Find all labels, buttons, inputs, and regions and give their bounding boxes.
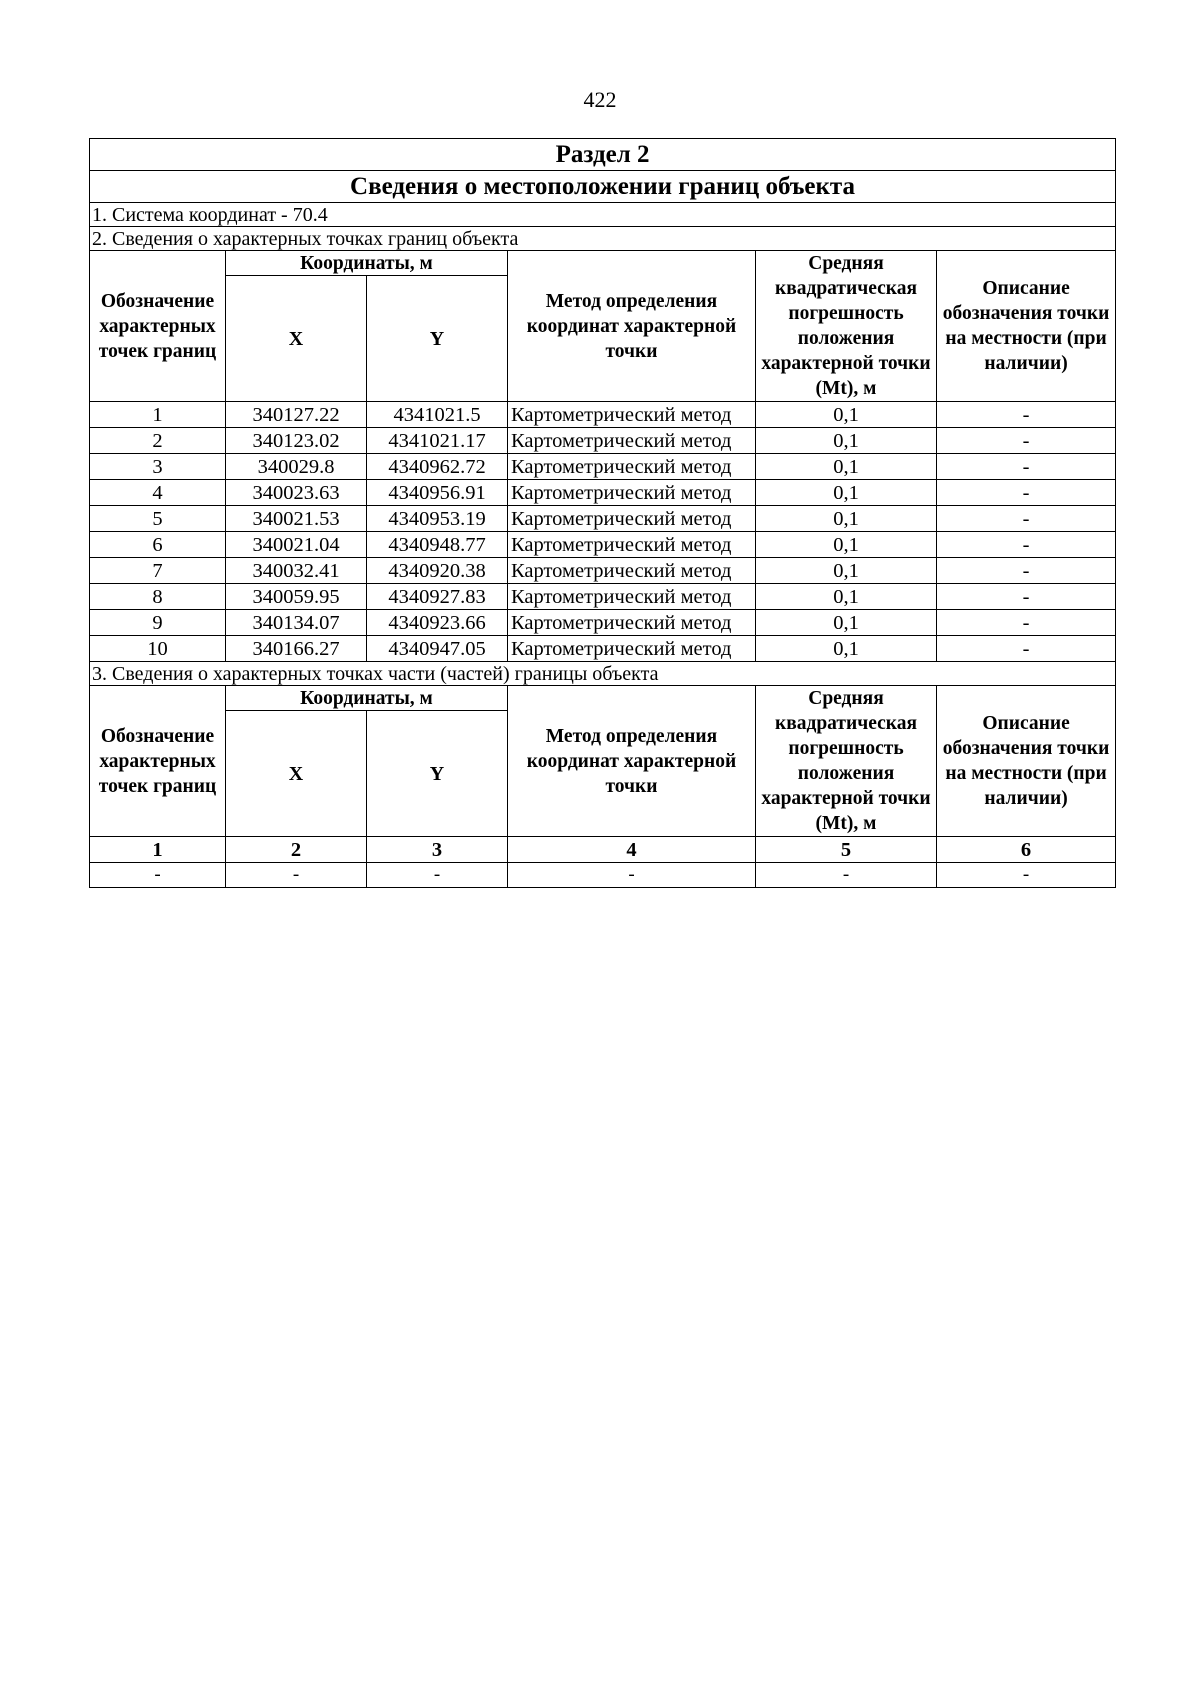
point-method: Картометрический метод [508, 610, 756, 636]
point-number: 2 [90, 428, 226, 454]
point-y: 4340923.66 [367, 610, 508, 636]
point-description: - [937, 584, 1116, 610]
section-subtitle: Сведения о местоположении границ объекта [90, 171, 1116, 203]
column-number: 3 [367, 837, 508, 863]
column-number-row [90, 837, 1116, 863]
table-cell: - [508, 863, 756, 888]
point-y: 4340947.05 [367, 636, 508, 662]
table-row [90, 558, 1116, 584]
header-error: Средняя квадратическая погрешность положения характерной точки (Mt), м [756, 251, 937, 402]
point-x: 340021.53 [226, 506, 367, 532]
header-coordinates: Координаты, м [226, 686, 508, 711]
table-row [90, 506, 1116, 532]
point-x: 340021.04 [226, 532, 367, 558]
part2-title: 2. Сведения о характерных точках границ объекта [90, 227, 1116, 251]
point-mt: 0,1 [756, 532, 937, 558]
point-description: - [937, 402, 1116, 428]
point-description: - [937, 454, 1116, 480]
point-y: 4341021.17 [367, 428, 508, 454]
header-x: X [226, 711, 367, 837]
section-title: Раздел 2 [90, 139, 1116, 171]
header-y: Y [367, 276, 508, 402]
point-description: - [937, 636, 1116, 662]
boundary-table [89, 138, 1116, 888]
point-mt: 0,1 [756, 610, 937, 636]
point-y: 4340956.91 [367, 480, 508, 506]
point-y: 4340953.19 [367, 506, 508, 532]
point-method: Картометрический метод [508, 558, 756, 584]
column-number: 6 [937, 837, 1116, 863]
table-row [90, 480, 1116, 506]
point-number: 4 [90, 480, 226, 506]
table-cell: - [226, 863, 367, 888]
point-method: Картометрический метод [508, 532, 756, 558]
point-number: 5 [90, 506, 226, 532]
column-number: 1 [90, 837, 226, 863]
point-mt: 0,1 [756, 428, 937, 454]
header-method: Метод определения координат характерной точки [508, 251, 756, 402]
header-description: Описание обозначения точки на местности (при наличии) [937, 686, 1116, 837]
point-x: 340127.22 [226, 402, 367, 428]
header-designation: Обозначение характерных точек границ [90, 686, 226, 837]
point-method: Картометрический метод [508, 636, 756, 662]
point-mt: 0,1 [756, 636, 937, 662]
point-x: 340059.95 [226, 584, 367, 610]
table-cell: - [90, 863, 226, 888]
point-description: - [937, 506, 1116, 532]
point-description: - [937, 532, 1116, 558]
point-description: - [937, 558, 1116, 584]
point-number: 10 [90, 636, 226, 662]
header-x: X [226, 276, 367, 402]
point-x: 340166.27 [226, 636, 367, 662]
point-mt: 0,1 [756, 584, 937, 610]
point-method: Картометрический метод [508, 506, 756, 532]
table-cell: - [367, 863, 508, 888]
point-mt: 0,1 [756, 454, 937, 480]
header-coordinates: Координаты, м [226, 251, 508, 276]
coord-system-line: 1. Система координат - 70.4 [90, 203, 1116, 227]
point-method: Картометрический метод [508, 428, 756, 454]
table-row [90, 532, 1116, 558]
point-y: 4340927.83 [367, 584, 508, 610]
table-row [90, 402, 1116, 428]
point-number: 7 [90, 558, 226, 584]
table-row [90, 863, 1116, 888]
table-row [90, 454, 1116, 480]
table-row [90, 636, 1116, 662]
point-x: 340123.02 [226, 428, 367, 454]
table-row [90, 584, 1116, 610]
point-y: 4340962.72 [367, 454, 508, 480]
point-method: Картометрический метод [508, 584, 756, 610]
part3-title: 3. Сведения о характерных точках части (частей) границы объекта [90, 662, 1116, 686]
header-description: Описание обозначения точки на местности (при наличии) [937, 251, 1116, 402]
table-row [90, 610, 1116, 636]
point-description: - [937, 480, 1116, 506]
header-method: Метод определения координат характерной точки [508, 686, 756, 837]
column-number: 4 [508, 837, 756, 863]
point-number: 1 [90, 402, 226, 428]
point-number: 8 [90, 584, 226, 610]
point-mt: 0,1 [756, 402, 937, 428]
column-number: 5 [756, 837, 937, 863]
point-mt: 0,1 [756, 558, 937, 584]
table-cell: - [937, 863, 1116, 888]
point-description: - [937, 428, 1116, 454]
point-method: Картометрический метод [508, 454, 756, 480]
point-mt: 0,1 [756, 506, 937, 532]
column-number: 2 [226, 837, 367, 863]
point-number: 6 [90, 532, 226, 558]
header-error: Средняя квадратическая погрешность положения характерной точки (Mt), м [756, 686, 937, 837]
point-x: 340134.07 [226, 610, 367, 636]
page-number: 422 [583, 87, 617, 112]
point-mt: 0,1 [756, 480, 937, 506]
point-number: 3 [90, 454, 226, 480]
table-cell: - [756, 863, 937, 888]
point-x: 340023.63 [226, 480, 367, 506]
point-x: 340029.8 [226, 454, 367, 480]
header-y: Y [367, 711, 508, 837]
table-row [90, 428, 1116, 454]
point-y: 4340948.77 [367, 532, 508, 558]
point-method: Картометрический метод [508, 402, 756, 428]
point-method: Картометрический метод [508, 480, 756, 506]
point-y: 4340920.38 [367, 558, 508, 584]
header-designation: Обозначение характерных точек границ [90, 251, 226, 402]
point-description: - [937, 610, 1116, 636]
point-number: 9 [90, 610, 226, 636]
point-y: 4341021.5 [367, 402, 508, 428]
point-x: 340032.41 [226, 558, 367, 584]
